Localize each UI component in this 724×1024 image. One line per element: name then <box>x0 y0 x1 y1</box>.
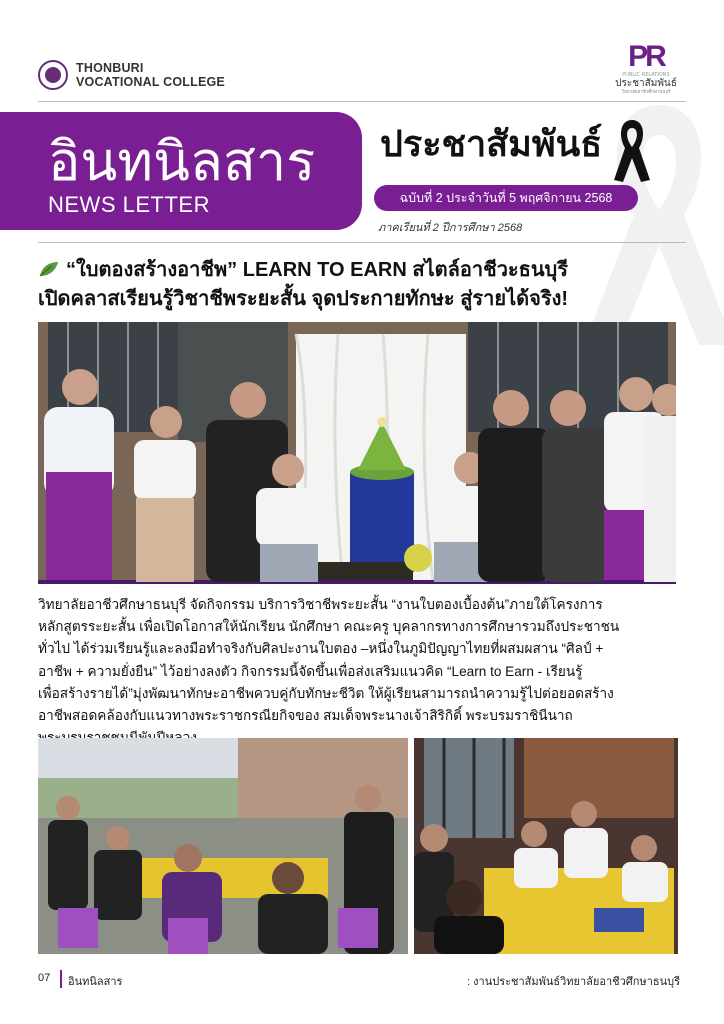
pr-logo-name: ประชาสัมพันธ์ <box>615 78 677 89</box>
page-footer <box>38 970 680 990</box>
body-line: อาชีพสอดคล้องกับแนวทางพระราชกรณียกิจของ สมเด็จพระนางเจ้าสิริกิติ์ พระบรมราชินีนาถ <box>38 708 573 724</box>
footer-newsletter-name: อินทนิลสาร <box>68 976 123 988</box>
activity-photo-outdoor <box>38 738 408 954</box>
article-headline <box>38 256 688 314</box>
college-header <box>38 60 225 90</box>
banner-title: อินทนิลสาร <box>48 132 316 192</box>
body-line: ทั่วไป ได้ร่วมเรียนรู้และลงมือทำจริงกับศิลปะงานใบตอง –หนึ่งในภูมิปัญญาไทยที่ผสมผสาน “ศิลป์ + <box>38 641 604 657</box>
newsletter-banner <box>0 112 362 230</box>
pr-title: ประชาสัมพันธ์ <box>380 123 603 164</box>
page-number: 07 <box>38 972 51 984</box>
pr-logo-small: PUBLIC RELATIONS <box>622 72 670 78</box>
footer-source: : งานประชาสัมพันธ์วิทยาลัยอาชีวศึกษาธนบุรี <box>467 976 680 988</box>
college-name: THONBURI VOCATIONAL COLLEGE <box>76 61 225 89</box>
pr-logo-mark: PR <box>628 40 664 73</box>
activity-photo-indoor <box>414 738 678 954</box>
pr-logo <box>608 42 684 96</box>
headline-line-2: เปิดคลาสเรียนรู้วิชาชีพระยะสั้น จุดประกายทักษะ สู่รายได้จริง! <box>38 288 569 310</box>
divider <box>38 242 686 243</box>
headline-line-1: “ใบตองสร้างอาชีพ” LEARN TO EARN สไตล์อาชีวะธนบุรี <box>66 259 568 281</box>
mourning-ribbon-icon <box>612 118 652 184</box>
article-body <box>38 594 688 749</box>
term-label: ภาคเรียนที่ 2 ปีการศึกษา 2568 <box>378 222 523 234</box>
leaf-icon <box>38 260 60 278</box>
footer-divider <box>60 970 62 988</box>
body-line: วิทยาลัยอาชีวศึกษาธนบุรี จัดกิจกรรม บริการวิชาชีพระยะสั้น “งานใบตองเบื้องต้น”ภายใต้โครงการ <box>38 597 603 612</box>
issue-badge: ฉบับที่ 2 ประจำวันที่ 5 พฤศจิกายน 2568 <box>374 185 638 211</box>
pr-logo-sub: วิทยาลัยอาชีวศึกษาธนบุรี <box>621 90 671 95</box>
group-photo <box>38 322 676 584</box>
banner-subtitle: NEWS LETTER <box>48 192 210 217</box>
body-line: หลักสูตรระยะสั้น เพื่อเปิดโอกาสให้นักเรียน นักศึกษา คณะครู บุคลากรทางการศึกษารวมถึงประชาชน <box>38 619 620 635</box>
body-line: เพื่อสร้างรายได้”มุ่งพัฒนาทักษะอาชีพควบคู่กับทักษะชีวิต ให้ผู้เรียนสามารถนำความรู้ไปต่อยอดสร้าง <box>38 685 614 701</box>
body-line: อาชีพ + ความยั่งยืน” ไว้อย่างลงตัว กิจกรรมนี้จัดขึ้นเพื่อส่งเสริมแนวคิด “Learn to Earn - เรียนรู้ <box>38 663 583 679</box>
college-seal-icon <box>38 60 68 90</box>
divider <box>38 101 686 102</box>
